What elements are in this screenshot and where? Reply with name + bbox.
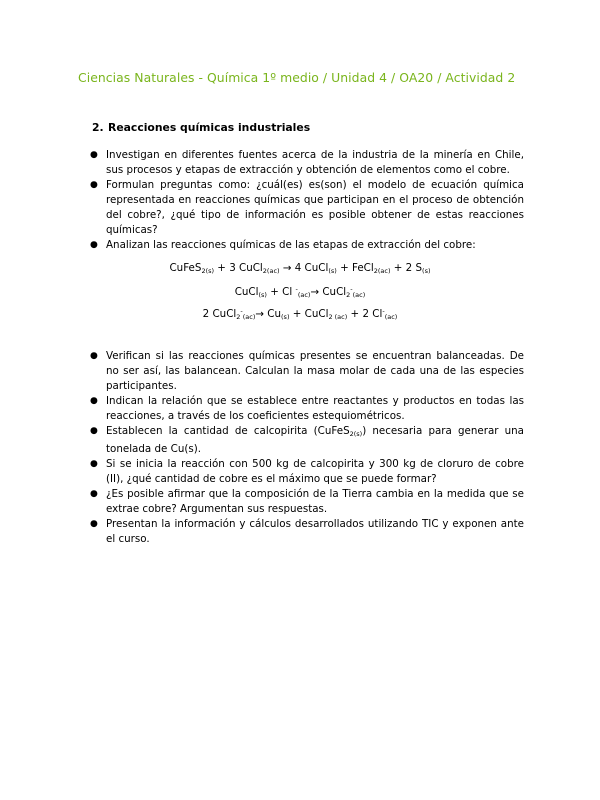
eq-subscript: (ac) — [242, 313, 256, 321]
eq-text: → CuCl — [310, 286, 347, 298]
eq-subscript: (s) — [258, 291, 267, 299]
bullet-icon: ● — [90, 240, 98, 250]
list-item — [90, 394, 524, 424]
section-title — [92, 121, 310, 134]
bullet-icon: ● — [90, 150, 98, 160]
activity-list-2 — [90, 349, 524, 547]
eq-superscript: - — [350, 285, 353, 293]
eq-text: CuCl — [234, 286, 259, 298]
list-item-text-pre: Establecen la cantidad de calcopirita (CuFeS — [106, 425, 350, 437]
equation-2 — [0, 285, 600, 299]
list-item — [90, 238, 524, 253]
eq-subscript: 2 (ac) — [328, 313, 348, 321]
bullet-icon: ● — [90, 180, 98, 190]
list-item — [90, 517, 524, 547]
bullet-icon: ● — [90, 459, 98, 469]
eq-text: + CuCl — [289, 308, 329, 320]
section-number: 2. — [92, 121, 104, 134]
eq-text: + 2 Cl — [347, 308, 383, 320]
bullet-icon: ● — [90, 351, 98, 361]
eq-superscript: - — [382, 307, 385, 315]
eq-subscript: (s) — [328, 267, 337, 275]
list-item-text: Formulan preguntas como: ¿cuál(es) es(son) el modelo de ecuación química representada en reacciones químicas que participan en el proceso de obtención del cobre?, ¿qué tipo de información es posible obtener de estas reacciones químicas? — [106, 179, 524, 236]
list-item-text: Analizan las reacciones químicas de las etapas de extracción del cobre: — [106, 239, 476, 251]
eq-superscript: - — [295, 285, 298, 293]
list-item-text: Presentan la información y cálculos desarrollados utilizando TIC y exponen ante el curso. — [106, 518, 524, 545]
list-item-text: Indican la relación que se establece entre reactantes y productos en todas las reacciones, a través de los coeficientes estequiométricos. — [106, 395, 524, 422]
list-item-text: Investigan en diferentes fuentes acerca de la industria de la minería en Chile, sus procesos y etapas de extracción y obtención de elementos como el cobre. — [106, 149, 524, 176]
eq-subscript: (s) — [281, 313, 290, 321]
eq-text: + 2 S — [390, 262, 423, 274]
eq-subscript: (ac) — [352, 291, 366, 299]
list-item — [90, 349, 524, 394]
eq-subscript: (s) — [422, 267, 431, 275]
list-item-text: Si se inicia la reacción con 500 kg de calcopirita y 300 kg de cloruro de cobre (II), ¿qué cantidad de cobre es el máximo que se puede formar? — [106, 458, 524, 485]
eq-subscript: (ac) — [384, 313, 398, 321]
list-item-text: ¿Es posible afirmar que la composición de la Tierra cambia en la medida que se extrae cobre? Argumentan sus respuestas. — [106, 488, 524, 515]
eq-text: CuFeS — [169, 262, 202, 274]
eq-subscript: 2(ac) — [373, 267, 391, 275]
list-item-text-post: ) necesaria para generar una tonelada de Cu(s). — [106, 425, 524, 455]
bullet-icon: ● — [90, 519, 98, 529]
list-item-subscript: 2(s) — [349, 430, 363, 438]
eq-text: + FeCl — [336, 262, 374, 274]
page-header-breadcrumb: Ciencias Naturales - Química 1º medio / Unidad 4 / OA20 / Actividad 2 — [78, 70, 516, 85]
eq-subscript: (ac) — [297, 291, 311, 299]
bullet-icon: ● — [90, 489, 98, 499]
eq-subscript: 2 — [346, 291, 351, 299]
equation-3 — [0, 307, 600, 321]
list-item — [90, 457, 524, 487]
equation-1 — [0, 262, 600, 275]
eq-subscript: 2 — [236, 313, 241, 321]
eq-subscript: 2(s) — [201, 267, 215, 275]
list-item — [90, 487, 524, 517]
eq-text: 2 CuCl — [202, 308, 237, 320]
bullet-icon: ● — [90, 396, 98, 406]
eq-text: + Cl — [266, 286, 296, 298]
eq-text: + 3 CuCl — [214, 262, 263, 274]
list-item — [90, 178, 524, 238]
bullet-icon: ● — [90, 426, 98, 436]
list-item — [90, 148, 524, 178]
eq-text: → Cu — [255, 308, 282, 320]
eq-subscript: 2(ac) — [262, 267, 280, 275]
eq-superscript: - — [240, 307, 243, 315]
eq-text: → 4 CuCl — [279, 262, 329, 274]
list-item-text: Verifican si las reacciones químicas presentes se encuentran balanceadas. De no ser así, las balancean. Calculan la masa molar de cada una de las especies participantes. — [106, 350, 524, 392]
list-item — [90, 424, 524, 457]
activity-list-1 — [90, 148, 524, 253]
section-title-text: Reacciones químicas industriales — [108, 121, 311, 134]
